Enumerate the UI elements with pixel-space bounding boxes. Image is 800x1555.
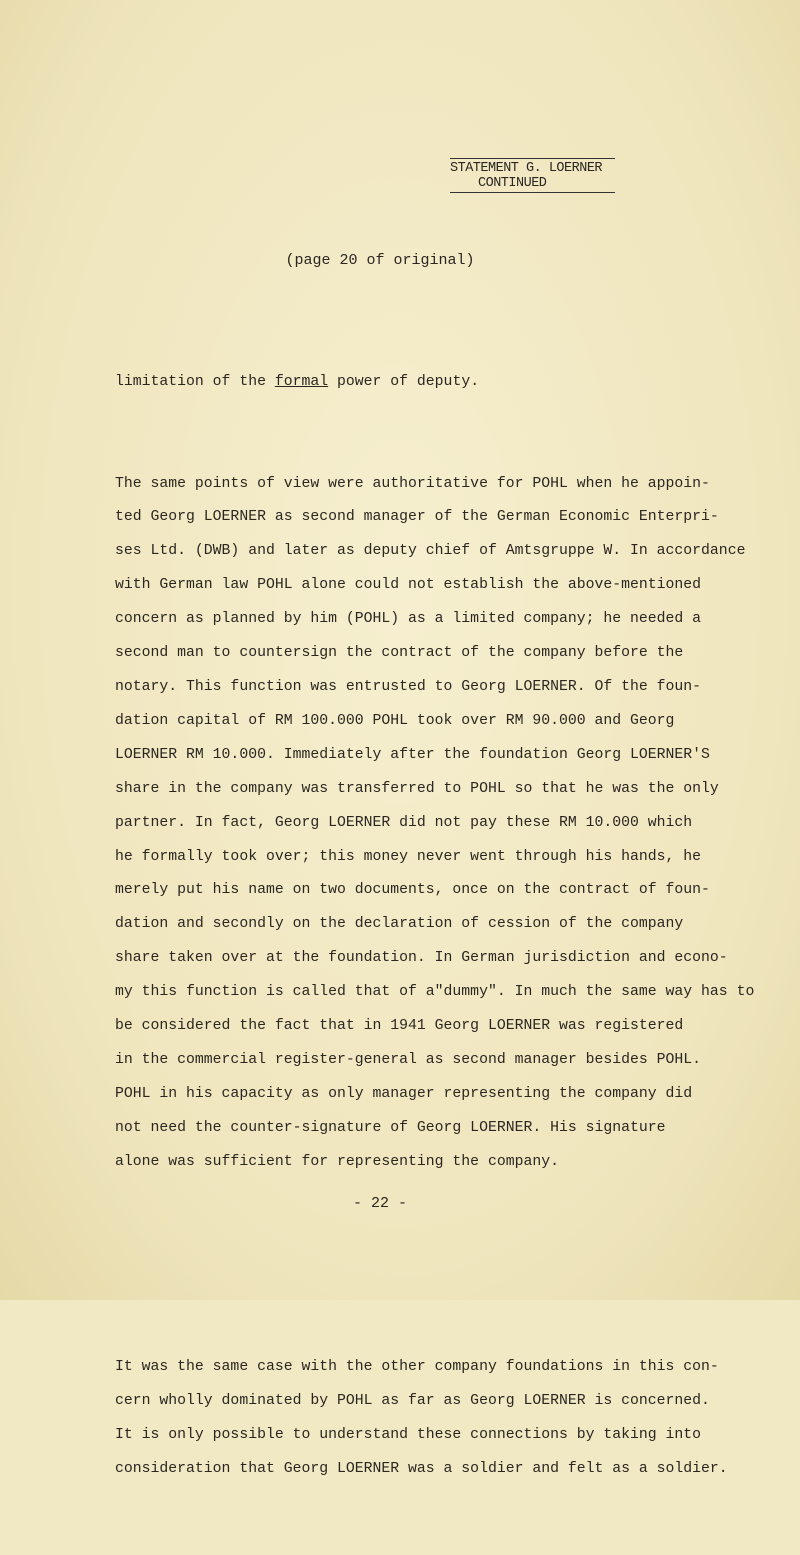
- text: power of deputy.: [328, 373, 480, 390]
- header-subtitle: CONTINUED: [450, 176, 615, 193]
- text-line: share in the company was transferred to POHL so that he was the only: [115, 780, 719, 797]
- text-line: partner. In fact, Georg LOERNER did not pay these RM 10.000 which: [115, 814, 693, 831]
- text-line: ses Ltd. (DWB) and later as deputy chief of Amtsgruppe W. In accordance: [115, 543, 746, 560]
- text-line: It was the same case with the other company foundations in this con-: [115, 1359, 719, 1376]
- text-line: POHL in his capacity as only manager representing the company did: [115, 1085, 693, 1102]
- text-line: my this function is called that of a"dummy". In much the same way has to: [115, 984, 755, 1001]
- page-reference: (page 20 of original): [285, 252, 475, 269]
- text-line: It is only possible to understand these connections by taking into: [115, 1427, 702, 1443]
- page-number: - 22 -: [352, 1195, 407, 1212]
- paragraph-1: [115, 468, 755, 1180]
- header-title: STATEMENT G. LOERNER: [450, 158, 615, 176]
- text-line: merely put his name on two documents, once on the contract of foun-: [115, 882, 710, 899]
- text-line: notary. This function was entrusted to Georg LOERNER. Of the foun-: [115, 678, 702, 695]
- text-line: dation and secondly on the declaration of cession of the company: [115, 916, 684, 933]
- first-line: [115, 366, 735, 400]
- document-body: [115, 298, 755, 1555]
- text-line: he formally took over; this money never went through his hands, he: [115, 848, 702, 865]
- text-line: ted Georg LOERNER as second manager of the German Economic Enterpri-: [115, 509, 719, 526]
- text: limitation of the: [115, 373, 275, 390]
- text-line: with German law POHL alone could not establish the above-mentioned: [115, 577, 702, 594]
- paragraph-2: [115, 1351, 735, 1487]
- text-line: share taken over at the foundation. In German jurisdiction and econo-: [115, 950, 728, 967]
- text-line: alone was sufficient for representing the company.: [115, 1153, 559, 1170]
- text-line: dation capital of RM 100.000 POHL took over RM 90.000 and Georg: [115, 712, 675, 729]
- text-line: in the commercial register-general as second manager besides POHL.: [115, 1051, 702, 1068]
- text-line: concern as planned by him (POHL) as a limited company; he needed a: [115, 611, 702, 628]
- text-line: not need the counter-signature of Georg LOERNER. His signature: [115, 1119, 666, 1136]
- text-line: be considered the fact that in 1941 Georg LOERNER was registered: [115, 1018, 684, 1035]
- text-line: LOERNER RM 10.000. Immediately after the foundation Georg LOERNER'S: [115, 746, 710, 763]
- statement-header: [450, 158, 615, 193]
- text-line: consideration that Georg LOERNER was a soldier and felt as a soldier.: [115, 1460, 728, 1477]
- text-line: second man to countersign the contract of the company before the: [115, 645, 684, 662]
- text-line: cern wholly dominated by POHL as far as Georg LOERNER is concerned.: [115, 1393, 710, 1410]
- underlined-word: formal: [274, 373, 329, 390]
- text-line: The same points of view were authoritative for POHL when he appoin-: [115, 475, 710, 492]
